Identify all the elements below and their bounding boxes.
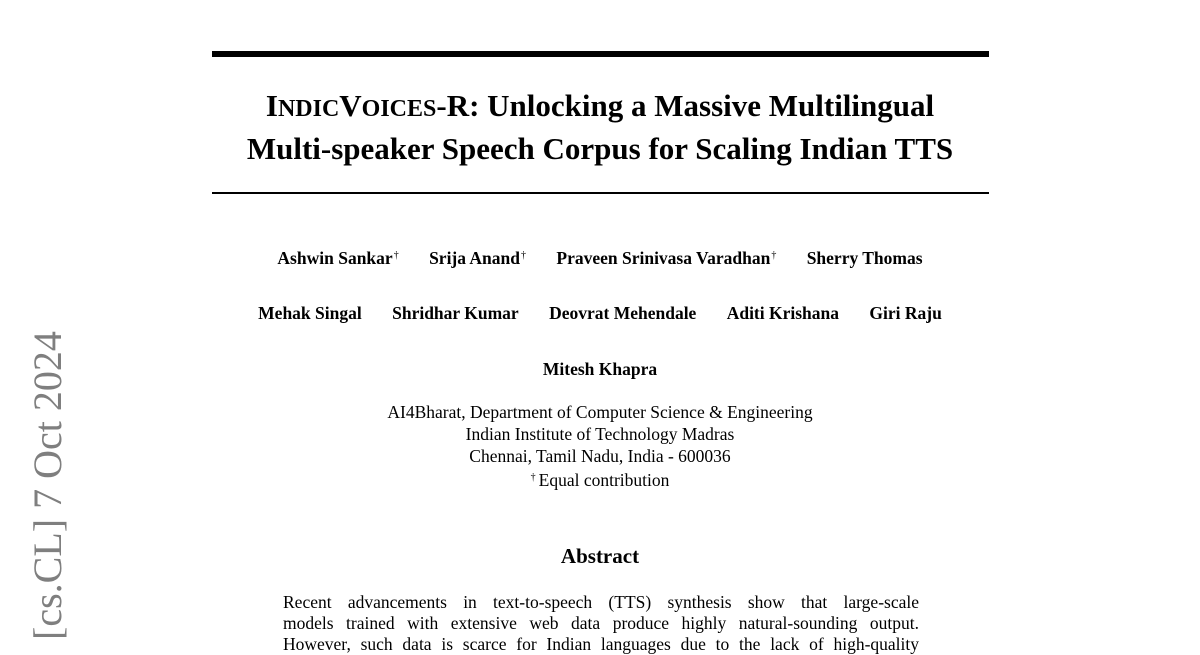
author: Shridhar Kumar	[392, 303, 519, 323]
title-line-2: Multi-speaker Speech Corpus for Scaling Indian TTS	[246, 131, 954, 166]
abstract-line: Recent advancements in text-to-speech (TTS) synthesis show that large-scale	[283, 592, 919, 612]
authors-row-1	[200, 248, 1000, 269]
authors-row-3	[200, 359, 1000, 380]
author: Sherry Thomas	[806, 248, 923, 268]
author: Mitesh Khapra	[542, 359, 658, 379]
abstract-body	[283, 592, 919, 655]
affiliation	[300, 401, 900, 491]
author: Deovrat Mehendale	[549, 303, 697, 323]
affiliation-line: AI4Bharat, Department of Computer Science & Engineering	[387, 402, 813, 422]
author: Praveen Srinivasa Varadhan†	[556, 248, 777, 268]
authors-row-2	[200, 303, 1000, 324]
abstract-heading: Abstract	[560, 544, 640, 568]
arxiv-stamp: [cs.CL] 7 Oct 2024	[25, 331, 70, 640]
abstract-line: However, such data is scarce for Indian languages due to the lack of high-quality	[283, 634, 919, 654]
title-bottom-rule	[212, 192, 989, 194]
affiliation-line: Chennai, Tamil Nadu, India - 600036	[469, 446, 731, 466]
paper-title	[200, 86, 1000, 169]
author: Srija Anand†	[429, 248, 526, 268]
author: Aditi Krishana	[726, 303, 840, 323]
title-line-1: INDICVOICES-R: Unlocking a Massive Multilingual	[265, 88, 935, 123]
affiliation-line: Indian Institute of Technology Madras	[465, 424, 735, 444]
author: Ashwin Sankar†	[277, 248, 399, 268]
equal-contribution-note: † Equal contribution	[530, 470, 670, 490]
abstract-line: models trained with extensive web data produce highly natural-sounding output.	[283, 613, 919, 633]
author: Giri Raju	[869, 303, 942, 323]
author: Mehak Singal	[258, 303, 362, 323]
title-top-rule	[212, 51, 989, 57]
